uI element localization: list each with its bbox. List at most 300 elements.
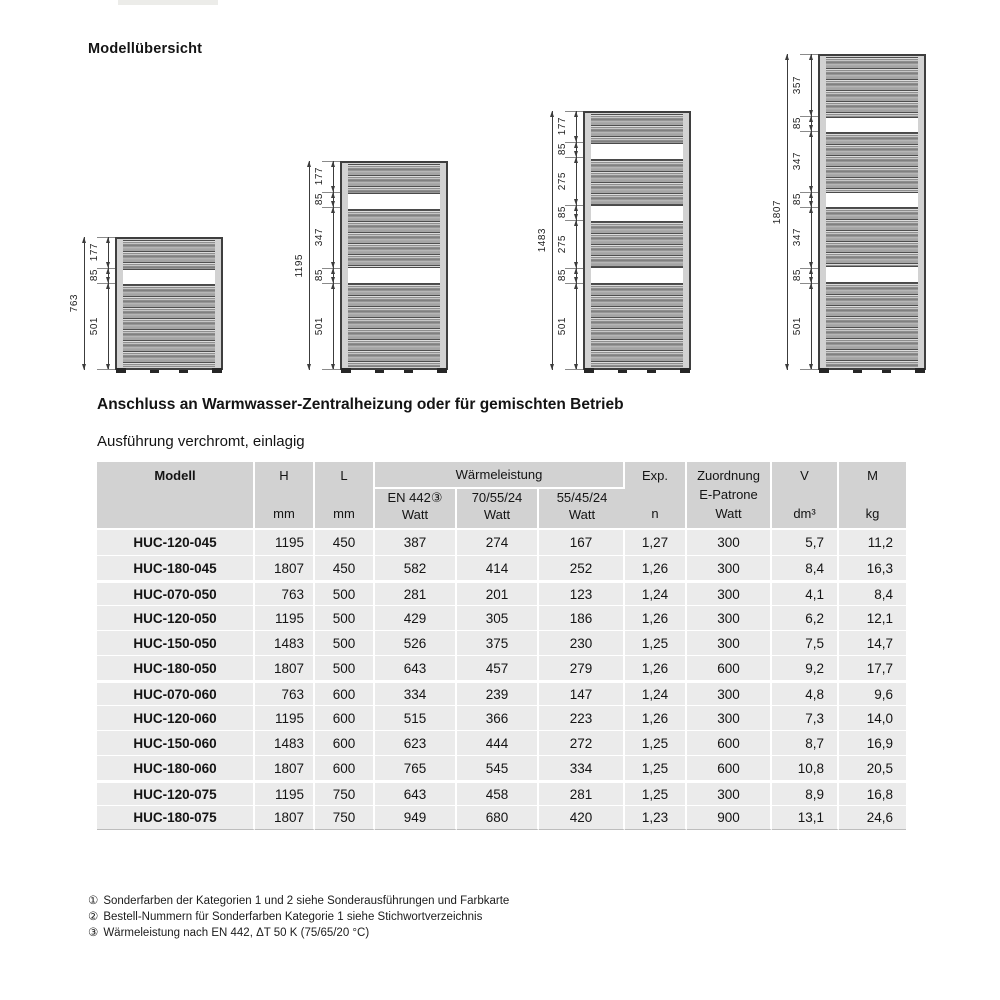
table-row xyxy=(97,680,906,705)
segment-label: 177 xyxy=(89,243,100,262)
segment-dimension xyxy=(89,237,115,268)
cell-m: 16,9 xyxy=(839,730,906,755)
radiator-foot xyxy=(853,370,862,373)
radiator-feet xyxy=(115,368,223,373)
segment-dimension xyxy=(557,268,583,283)
cell-model: HUC-070-060 xyxy=(97,680,255,705)
cell-55-45-24: 167 xyxy=(539,530,625,555)
col-header-zuordnung-line2: E-Patrone xyxy=(699,487,758,502)
radiator-foot xyxy=(375,370,384,373)
cell-m: 9,6 xyxy=(839,680,906,705)
radiator-drawing-1195 xyxy=(294,161,448,370)
cell-l: 500 xyxy=(315,605,375,630)
cell-v: 7,5 xyxy=(772,630,839,655)
cell-exp: 1,25 xyxy=(625,755,687,780)
radiator-foot xyxy=(584,368,594,373)
radiator-tube-area xyxy=(123,240,215,367)
dimension-line xyxy=(576,220,577,268)
cell-en442: 582 xyxy=(375,555,457,580)
cell-l: 600 xyxy=(315,755,375,780)
dimension-line xyxy=(811,268,812,283)
cell-v: 8,7 xyxy=(772,730,839,755)
dimension-line xyxy=(811,207,812,268)
cell-l: 500 xyxy=(315,580,375,605)
cell-l: 450 xyxy=(315,530,375,555)
cell-en442: 526 xyxy=(375,630,457,655)
col-header-h-label: H xyxy=(279,468,289,483)
cell-e-patrone: 300 xyxy=(687,705,772,730)
footnote-text: Wärmeleistung nach EN 442, ΔT 50 K (75/65/20 °C) xyxy=(103,927,370,939)
cell-model: HUC-120-050 xyxy=(97,605,255,630)
cell-model: HUC-180-050 xyxy=(97,655,255,680)
cell-exp: 1,26 xyxy=(625,655,687,680)
cell-v: 13,1 xyxy=(772,805,839,830)
radiator-foot xyxy=(680,368,690,373)
segment-label: 501 xyxy=(89,317,100,336)
radiator-drawing-1483 xyxy=(537,111,691,370)
cell-en442: 949 xyxy=(375,805,457,830)
segment-label: 85 xyxy=(314,193,325,206)
tube-section xyxy=(591,222,683,268)
table-row xyxy=(97,730,906,755)
radiator-foot xyxy=(618,370,627,373)
cell-e-patrone: 300 xyxy=(687,780,772,805)
radiator-foot xyxy=(179,370,188,373)
cell-m: 16,3 xyxy=(839,555,906,580)
cell-m: 16,8 xyxy=(839,780,906,805)
dimension-line xyxy=(811,54,812,116)
radiator-feet xyxy=(583,368,691,373)
cell-70-55-24: 414 xyxy=(457,555,539,580)
cell-exp: 1,26 xyxy=(625,605,687,630)
total-height-label: 763 xyxy=(69,294,80,313)
dimension-line xyxy=(333,283,334,370)
cell-h: 1195 xyxy=(255,705,315,730)
radiator-foot xyxy=(116,368,126,373)
segment-label: 275 xyxy=(557,234,568,254)
segment-dimension xyxy=(557,142,583,157)
dimension-line xyxy=(108,237,109,268)
radiator-foot xyxy=(341,368,351,373)
cell-en442: 429 xyxy=(375,605,457,630)
spec-table xyxy=(97,462,906,830)
radiator-tube-area xyxy=(591,114,683,367)
col-header-zuordnung xyxy=(687,462,772,530)
cell-h: 1483 xyxy=(255,630,315,655)
cell-model: HUC-150-050 xyxy=(97,630,255,655)
radiator-body xyxy=(340,161,448,370)
segment-dimension xyxy=(792,54,818,116)
dimension-line xyxy=(84,237,85,370)
cell-l: 600 xyxy=(315,680,375,705)
cell-h: 1807 xyxy=(255,555,315,580)
footnote-text: Bestell-Nummern für Sonderfarben Kategorie 1 siehe Stichwortverzeichnis xyxy=(103,911,483,923)
cell-55-45-24: 230 xyxy=(539,630,625,655)
footnote-mark: ① xyxy=(88,895,99,907)
table-row xyxy=(97,530,906,555)
segment-dimension xyxy=(89,268,115,283)
col-header-zuordnung-line1: Zuordnung xyxy=(697,468,760,483)
tube-section xyxy=(826,283,918,367)
cell-l: 750 xyxy=(315,780,375,805)
cell-en442: 643 xyxy=(375,655,457,680)
total-height-dimension xyxy=(772,54,792,370)
cell-en442: 281 xyxy=(375,580,457,605)
col-header-v-label: V xyxy=(800,468,809,483)
section-subtitle: Ausführung verchromt, einlagig xyxy=(97,433,305,450)
cell-70-55-24: 458 xyxy=(457,780,539,805)
col-header-m xyxy=(839,462,906,530)
cell-exp: 1,25 xyxy=(625,630,687,655)
table-row xyxy=(97,655,906,680)
tube-gap xyxy=(123,269,215,285)
radiator-foot xyxy=(819,368,829,373)
cell-70-55-24: 201 xyxy=(457,580,539,605)
total-height-dimension xyxy=(294,161,314,370)
segment-dimension xyxy=(89,283,115,370)
col-header-en442: EN 442③ Watt xyxy=(375,489,457,530)
dimension-line xyxy=(333,268,334,283)
col-header-m-label: M xyxy=(867,468,878,483)
overview-title: Modellübersicht xyxy=(88,41,203,57)
cell-exp: 1,26 xyxy=(625,705,687,730)
col-header-exp xyxy=(625,462,687,530)
cell-70-55-24: 680 xyxy=(457,805,539,830)
cell-model: HUC-150-060 xyxy=(97,730,255,755)
segment-label: 177 xyxy=(314,167,325,186)
dimension-line xyxy=(811,283,812,370)
cell-m: 8,4 xyxy=(839,580,906,605)
tube-section xyxy=(826,208,918,266)
table-row xyxy=(97,630,906,655)
dimension-line xyxy=(108,283,109,370)
segment-dimension xyxy=(792,268,818,283)
total-height-label: 1483 xyxy=(537,228,548,253)
dimension-line xyxy=(787,54,788,370)
cell-v: 10,8 xyxy=(772,755,839,780)
dimension-line xyxy=(576,283,577,370)
tube-gap xyxy=(591,267,683,283)
col-header-v-unit: dm³ xyxy=(793,506,816,521)
dimension-line xyxy=(576,268,577,283)
cell-70-55-24: 239 xyxy=(457,680,539,705)
cell-model: HUC-180-060 xyxy=(97,755,255,780)
footnotes xyxy=(88,893,509,941)
cell-l: 750 xyxy=(315,805,375,830)
table-row xyxy=(97,580,906,605)
tube-section xyxy=(826,133,918,191)
col-header-55-45-24: 55/45/24 Watt xyxy=(539,489,625,530)
table-row xyxy=(97,705,906,730)
tube-section xyxy=(591,114,683,143)
segment-label: 275 xyxy=(557,171,568,191)
segment-label: 177 xyxy=(557,117,568,136)
radiator-foot xyxy=(915,368,925,373)
cell-v: 4,1 xyxy=(772,580,839,605)
segment-label: 501 xyxy=(792,317,803,336)
tube-gap xyxy=(826,266,918,282)
footnote-text: Sonderfarben der Kategorien 1 und 2 siehe Sonderausführungen und Farbkarte xyxy=(103,895,510,907)
tube-section xyxy=(826,57,918,117)
col-header-70-55-24: 70/55/24 Watt xyxy=(457,489,539,530)
segment-label: 85 xyxy=(557,143,568,156)
segment-label: 85 xyxy=(314,269,325,282)
cell-55-45-24: 147 xyxy=(539,680,625,705)
cell-exp: 1,23 xyxy=(625,805,687,830)
cell-70-55-24: 444 xyxy=(457,730,539,755)
segment-dimension xyxy=(314,207,340,268)
col-header-l-label: L xyxy=(340,468,348,483)
segment-label: 85 xyxy=(89,269,100,282)
col-header-v xyxy=(772,462,839,530)
cell-l: 600 xyxy=(315,730,375,755)
cell-70-55-24: 545 xyxy=(457,755,539,780)
cell-v: 7,3 xyxy=(772,705,839,730)
cell-l: 500 xyxy=(315,630,375,655)
cell-e-patrone: 600 xyxy=(687,730,772,755)
dimension-line xyxy=(811,192,812,207)
total-height-label: 1195 xyxy=(294,253,305,278)
cell-l: 450 xyxy=(315,555,375,580)
segment-label: 501 xyxy=(314,317,325,336)
dimension-line xyxy=(576,142,577,157)
model-drawings xyxy=(0,38,1000,370)
cell-model: HUC-070-050 xyxy=(97,580,255,605)
tube-gap xyxy=(826,192,918,208)
segment-dimension xyxy=(792,116,818,131)
cell-v: 9,2 xyxy=(772,655,839,680)
cell-h: 763 xyxy=(255,580,315,605)
col-header-exp-label: Exp. xyxy=(642,468,669,483)
col-header-exp-unit: n xyxy=(651,506,659,521)
cropped-text-artifact xyxy=(118,0,218,5)
dimension-line xyxy=(576,111,577,142)
radiator-tube-area xyxy=(826,57,918,367)
cell-e-patrone: 300 xyxy=(687,605,772,630)
dimension-line xyxy=(333,161,334,192)
cell-e-patrone: 300 xyxy=(687,530,772,555)
total-height-dimension xyxy=(537,111,557,370)
dimension-line xyxy=(811,131,812,192)
footnote-mark: ③ xyxy=(88,927,99,939)
cell-exp: 1,24 xyxy=(625,580,687,605)
cell-70-55-24: 305 xyxy=(457,605,539,630)
cell-exp: 1,24 xyxy=(625,680,687,705)
table-row xyxy=(97,805,906,830)
footnote xyxy=(88,893,509,909)
cell-h: 763 xyxy=(255,680,315,705)
cell-model: HUC-180-045 xyxy=(97,555,255,580)
radiator-foot xyxy=(647,370,656,373)
cell-en442: 643 xyxy=(375,780,457,805)
segment-dimension xyxy=(314,192,340,207)
cell-55-45-24: 252 xyxy=(539,555,625,580)
col-header-waermeleistung: Wärmeleistung xyxy=(375,462,625,489)
cell-55-45-24: 281 xyxy=(539,780,625,805)
cell-h: 1195 xyxy=(255,780,315,805)
cell-v: 8,9 xyxy=(772,780,839,805)
table-row xyxy=(97,555,906,580)
footnote-mark: ② xyxy=(88,911,99,923)
cell-en442: 765 xyxy=(375,755,457,780)
cell-e-patrone: 300 xyxy=(687,555,772,580)
cell-55-45-24: 123 xyxy=(539,580,625,605)
segment-dimension xyxy=(792,192,818,207)
segment-dimension xyxy=(557,283,583,370)
segment-dimension xyxy=(314,161,340,192)
segment-dimensions xyxy=(557,111,583,370)
segment-dimension xyxy=(557,157,583,205)
cell-70-55-24: 457 xyxy=(457,655,539,680)
tube-gap xyxy=(591,205,683,221)
segment-label: 501 xyxy=(557,317,568,336)
segment-dimensions xyxy=(792,54,818,370)
cell-model: HUC-180-075 xyxy=(97,805,255,830)
cell-e-patrone: 900 xyxy=(687,805,772,830)
cell-55-45-24: 334 xyxy=(539,755,625,780)
total-height-label: 1807 xyxy=(772,199,783,225)
segment-dimension xyxy=(314,283,340,370)
cell-exp: 1,25 xyxy=(625,780,687,805)
tube-section xyxy=(123,240,215,269)
radiator-foot xyxy=(212,368,222,373)
tube-gap xyxy=(591,143,683,159)
cell-m: 14,0 xyxy=(839,705,906,730)
segment-dimension xyxy=(557,220,583,268)
cell-en442: 623 xyxy=(375,730,457,755)
cell-70-55-24: 274 xyxy=(457,530,539,555)
cell-e-patrone: 300 xyxy=(687,680,772,705)
radiator-drawing-763 xyxy=(69,237,223,370)
dimension-line xyxy=(811,116,812,131)
dimension-line xyxy=(576,157,577,205)
cell-en442: 387 xyxy=(375,530,457,555)
footnote xyxy=(88,909,509,925)
cell-v: 5,7 xyxy=(772,530,839,555)
radiator-body xyxy=(115,237,223,370)
cell-e-patrone: 600 xyxy=(687,655,772,680)
segment-dimension xyxy=(557,205,583,220)
segment-label: 85 xyxy=(792,269,803,282)
section-title: Anschluss an Warmwasser-Zentralheizung oder für gemischten Betrieb xyxy=(97,396,624,413)
radiator-tube-area xyxy=(348,164,440,367)
dimension-line xyxy=(552,111,553,370)
cell-m: 11,2 xyxy=(839,530,906,555)
cell-m: 20,5 xyxy=(839,755,906,780)
cell-en442: 334 xyxy=(375,680,457,705)
cell-55-45-24: 272 xyxy=(539,730,625,755)
tube-section xyxy=(591,284,683,367)
segment-dimension xyxy=(792,283,818,370)
col-header-modell xyxy=(97,462,255,530)
segment-dimensions xyxy=(89,237,115,370)
cell-en442: 515 xyxy=(375,705,457,730)
radiator-feet xyxy=(340,368,448,373)
dimension-line xyxy=(333,207,334,268)
cell-model: HUC-120-045 xyxy=(97,530,255,555)
col-header-m-unit: kg xyxy=(865,506,880,521)
table-row xyxy=(97,780,906,805)
cell-exp: 1,26 xyxy=(625,555,687,580)
col-header-l-unit: mm xyxy=(333,506,355,521)
col-header-l xyxy=(315,462,375,530)
table-row xyxy=(97,755,906,780)
col-header-modell-label: Modell xyxy=(154,468,196,483)
tube-section xyxy=(348,164,440,193)
segment-dimension xyxy=(557,111,583,142)
col-header-h xyxy=(255,462,315,530)
col-header-zuordnung-unit: Watt xyxy=(715,506,742,521)
radiator-body xyxy=(583,111,691,370)
tube-section xyxy=(348,210,440,268)
radiator-foot xyxy=(882,370,891,373)
cell-exp: 1,25 xyxy=(625,730,687,755)
tube-gap xyxy=(348,267,440,283)
cell-h: 1807 xyxy=(255,655,315,680)
tube-section xyxy=(348,284,440,367)
cell-55-45-24: 279 xyxy=(539,655,625,680)
tube-section xyxy=(123,285,215,367)
cell-v: 4,8 xyxy=(772,680,839,705)
cell-exp: 1,27 xyxy=(625,530,687,555)
cell-70-55-24: 375 xyxy=(457,630,539,655)
cell-h: 1195 xyxy=(255,605,315,630)
footnote xyxy=(88,925,509,941)
cell-m: 14,7 xyxy=(839,630,906,655)
cell-m: 17,7 xyxy=(839,655,906,680)
table-row xyxy=(97,605,906,630)
cell-m: 12,1 xyxy=(839,605,906,630)
cell-e-patrone: 600 xyxy=(687,755,772,780)
segment-dimension xyxy=(792,207,818,268)
segment-label: 85 xyxy=(792,117,803,130)
radiator-foot xyxy=(150,370,159,373)
segment-dimension xyxy=(314,268,340,283)
radiator-foot xyxy=(404,370,413,373)
dimension-line xyxy=(309,161,310,370)
cell-l: 600 xyxy=(315,705,375,730)
dimension-line xyxy=(333,192,334,207)
cell-model: HUC-120-060 xyxy=(97,705,255,730)
cell-l: 500 xyxy=(315,655,375,680)
segment-label: 85 xyxy=(557,269,568,282)
radiator-foot xyxy=(437,368,447,373)
segment-label: 85 xyxy=(792,193,803,206)
cell-h: 1807 xyxy=(255,755,315,780)
radiator-drawing-1807 xyxy=(772,54,926,370)
cell-70-55-24: 366 xyxy=(457,705,539,730)
cell-model: HUC-120-075 xyxy=(97,780,255,805)
radiator-feet xyxy=(818,368,926,373)
cell-m: 24,6 xyxy=(839,805,906,830)
segment-label: 347 xyxy=(314,228,325,247)
cell-55-45-24: 420 xyxy=(539,805,625,830)
cell-h: 1483 xyxy=(255,730,315,755)
cell-e-patrone: 300 xyxy=(687,580,772,605)
dimension-line xyxy=(108,268,109,283)
radiator-body xyxy=(818,54,926,370)
cell-55-45-24: 223 xyxy=(539,705,625,730)
segment-dimension xyxy=(792,131,818,192)
segment-label: 357 xyxy=(792,75,803,95)
tube-gap xyxy=(348,193,440,209)
segment-label: 85 xyxy=(557,206,568,219)
segment-label: 347 xyxy=(792,228,803,247)
cell-h: 1807 xyxy=(255,805,315,830)
tube-gap xyxy=(826,117,918,133)
dimension-line xyxy=(576,205,577,220)
col-header-h-unit: mm xyxy=(273,506,295,521)
